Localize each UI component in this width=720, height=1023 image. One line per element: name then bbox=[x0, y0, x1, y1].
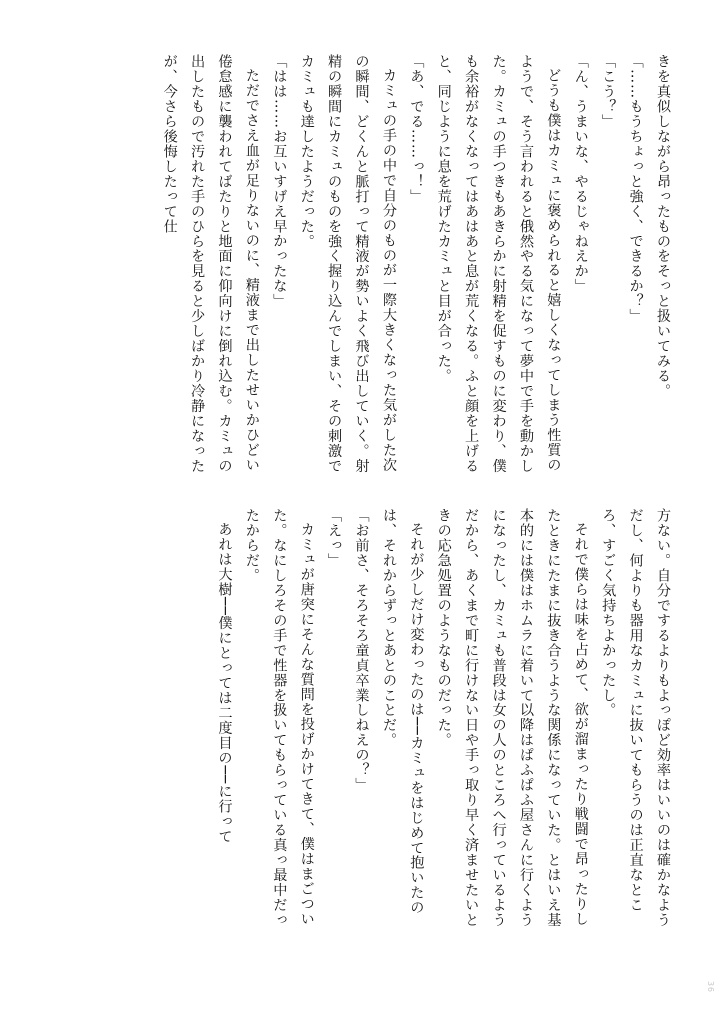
paragraph-dialogue: 「……もうちょっと強く、できるか？」 bbox=[627, 54, 644, 324]
paragraph: カミュが唐突にそんな質問を投げかけてきて、僕はまごついた。なにしろその手で性器を扱いてもらっている真っ最中だったからだ。 bbox=[243, 508, 315, 928]
page-number: 36 bbox=[706, 981, 715, 993]
paragraph: それで僕らは味を占めて、欲が溜まったり戦闘で昂ったりしたときにたまに抜き合うような関係になっていた。とはいえ基本的には僕はホムラに着いて以降はぱふぱふ屋さんに行くようになったし、カミュも普段は女の人のところへ行っているようだから、あくまで町に行けない日や手っ取り早く済ませたいときの応急処置のようなものだった。 bbox=[435, 508, 589, 928]
upper-text-block bbox=[78, 54, 676, 474]
paragraph-dialogue: 「こう？」 bbox=[600, 54, 617, 129]
paragraph-dialogue: 「お前さ、そろそろ童貞卒業しねえの？」 bbox=[353, 508, 370, 793]
paragraph-dialogue: 「えっ」 bbox=[326, 508, 343, 568]
paragraph: カミュの手の中で自分のものが一際大きくなった気がした次の瞬間、どくんと脈打って精液が勢いよく飛び出していく。射精の瞬間にカミュのものを強く握り込んでしまい、その刺激でカミュも達したようだった。 bbox=[298, 54, 397, 474]
paragraph-dialogue: 「あ、でる……っ！」 bbox=[408, 54, 425, 204]
paragraph: どうも僕はカミュに褒められると嬉しくなってしまう性質のようで、そう言われると俄然やる気になって夢中で手を動かした。カミュの手つきもあきらかに射精を促すものに変わり、僕も余裕がなくなってはあはあと息が荒くなる。ふと顔を上げると、同じように息を荒げたカミュと目が合った。 bbox=[435, 54, 562, 474]
paragraph: あれは大樹──僕にとっては二度目の──に行って bbox=[216, 522, 233, 845]
paragraph-dialogue: 「ん、うまいな、やるじゃねえか」 bbox=[572, 54, 589, 294]
paragraph-dialogue: 「はは……お互いすげえ早かったな」 bbox=[271, 54, 288, 309]
paragraph: それが少しだけ変わったのは──カミュをはじめて抱いたのは、それからずっとあとのことだ。 bbox=[380, 508, 425, 916]
lower-text-block bbox=[78, 508, 676, 928]
paragraph: きを真似しながら昂ったものをそっと扱いてみる。 bbox=[655, 54, 671, 399]
paragraph: ただでさえ血が足りないのに、精液まで出したせいかひどい倦怠感に襲われてばたりと地面に仰向けに倒れ込む。カミュの出したもので汚れた手のひらを見ると少しばかり冷静になったが、今さら後悔したって仕 bbox=[161, 54, 260, 474]
paragraph: 方ない。自分でするよりもよっぽど効率はいいのは確かなようだし、何よりも器用なカミュに抜いてもらうのは正直なところ、すごく気持ちよかったし。 bbox=[600, 508, 671, 928]
